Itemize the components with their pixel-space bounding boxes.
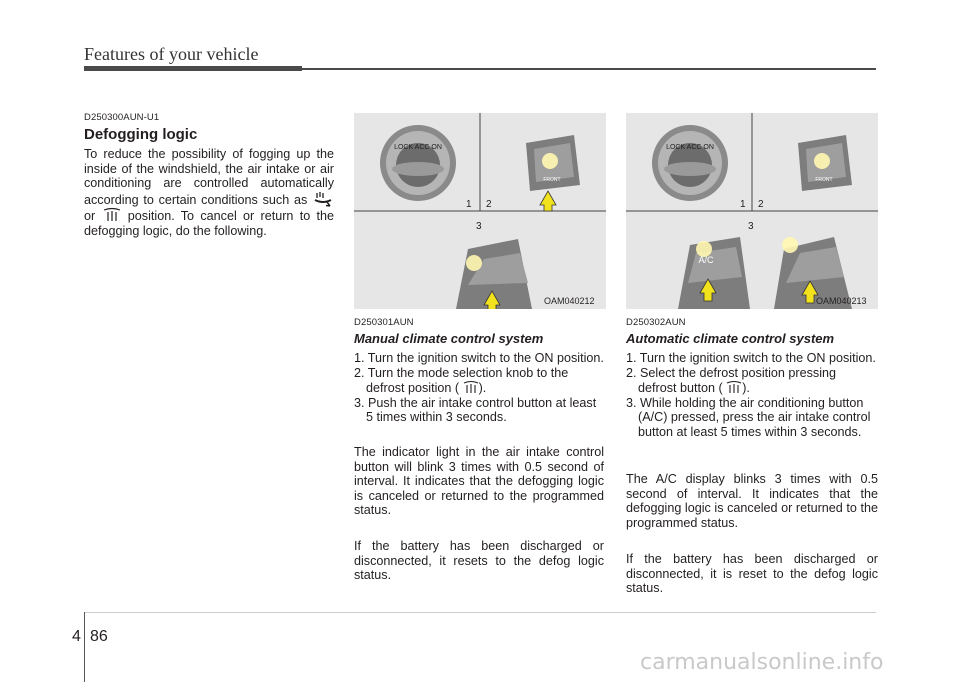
figure-auto-climate — [626, 113, 878, 309]
auto-paragraph-1: The A/C display blinks 3 times with 0.5 second of interval. It indicates that the defogging logic is canceled or returned to the programmed status. — [626, 472, 878, 530]
figure-code: OAM040213 — [816, 296, 867, 306]
manual-heading: Manual climate control system — [354, 331, 544, 346]
figure-code: OAM040212 — [544, 296, 595, 306]
auto-step-3: 3. While holding the air conditioning button (A/C) pressed, press the air intake control button at least 5 times within 3 seconds. — [626, 395, 871, 439]
footer-divider — [84, 612, 85, 682]
section-paragraph: To reduce the possibility of fogging up the inside of the windshield, the air intake or air conditioning are controlled automatically according to certain conditions such as or position. To cancel or return to the defogging logic, do the following. — [84, 147, 335, 238]
defrost-icon — [726, 380, 742, 395]
page-number: 86 — [90, 628, 108, 645]
svg-text:LOCK ACC ON: LOCK ACC ON — [666, 144, 714, 151]
manual-steps — [354, 351, 604, 425]
section-heading: Defogging logic — [84, 126, 198, 143]
svg-text:1: 1 — [466, 199, 472, 210]
auto-section-code: D250302AUN — [626, 317, 686, 328]
manual-climate-illustration — [354, 113, 606, 309]
auto-climate-illustration — [626, 113, 878, 309]
manual-paragraph-2: If the battery has been discharged or disconnected, it resets to the defog logic status. — [354, 539, 604, 582]
svg-text:2: 2 — [486, 199, 492, 210]
chapter-number: 4 — [72, 628, 81, 645]
auto-steps — [626, 351, 878, 439]
figure-manual-climate — [354, 113, 606, 309]
svg-text:1: 1 — [740, 199, 746, 210]
defrost-icon — [463, 380, 479, 395]
svg-text:3: 3 — [748, 221, 754, 232]
defrost-floor-icon — [312, 191, 334, 207]
section-code: D250300AUN-U1 — [84, 112, 160, 123]
svg-text:FRONT: FRONT — [543, 177, 561, 183]
auto-heading: Automatic climate control system — [626, 331, 835, 346]
svg-text:FRONT: FRONT — [815, 177, 833, 183]
manual-section-code: D250301AUN — [354, 317, 414, 328]
footer-rule — [84, 612, 876, 613]
svg-text:3: 3 — [476, 221, 482, 232]
header-rule-thick — [84, 66, 302, 71]
manual-step-3: 3. Push the air intake control button at least 5 times within 3 seconds. — [354, 395, 597, 424]
auto-step-2: 2. Select the defrost position pressing defrost button ( ). — [626, 365, 837, 395]
manual-step-2: 2. Turn the mode selection knob to the defrost position ( ). — [354, 365, 569, 395]
page-header-title: Features of your vehicle — [84, 44, 259, 64]
header-rule — [302, 68, 876, 70]
manual-step-1: 1. Turn the ignition switch to the ON position. — [354, 351, 604, 365]
svg-text:LOCK ACC ON: LOCK ACC ON — [394, 144, 442, 151]
watermark: carmanualsonline.info — [640, 650, 884, 675]
auto-step-1: 1. Turn the ignition switch to the ON position. — [626, 351, 876, 365]
auto-paragraph-2: If the battery has been discharged or disconnected, it is reset to the defog logic status. — [626, 552, 878, 595]
svg-text:A/C: A/C — [698, 255, 714, 265]
manual-paragraph-1: The indicator light in the air intake control button will blink 3 times with 0.5 second of interval. It indicates that the defogging logic is canceled or returned to the programmed status. — [354, 445, 604, 517]
svg-text:2: 2 — [758, 199, 764, 210]
defrost-icon — [102, 207, 122, 223]
